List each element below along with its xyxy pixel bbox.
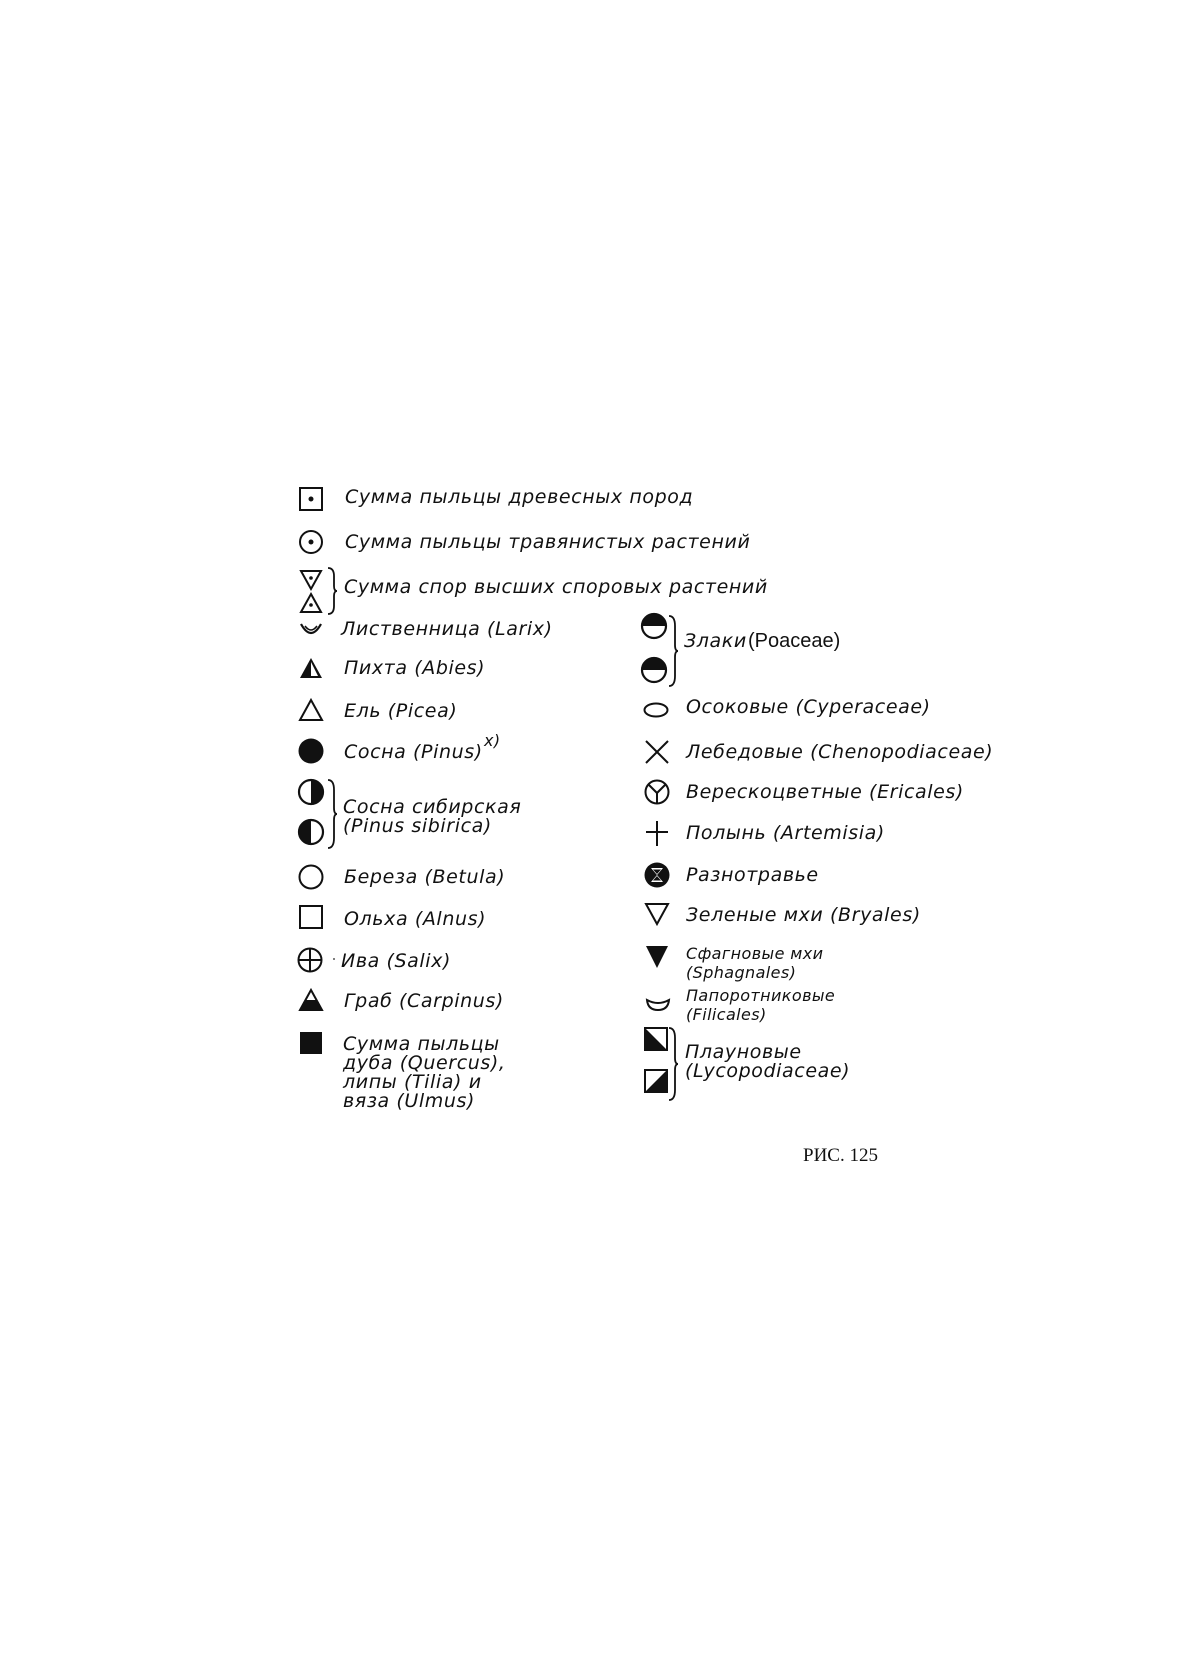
legend-picea: Ель (Picea) (344, 700, 458, 722)
legend-cyperaceae: Осоковые (Cyperaceae) (686, 696, 931, 718)
legend-ericales: Верескоцветные (Ericales) (686, 781, 964, 803)
square-dot-icon (298, 486, 324, 512)
legend-larix: Лиственница (Larix) (341, 618, 553, 640)
legend-poaceae-latin: (Poaceae) (748, 630, 841, 652)
legend-summary-herbs: Сумма пыльцы травянистых растений (345, 531, 751, 553)
legend-chenopodiaceae: Лебедовые (Chenopodiaceae) (686, 741, 994, 763)
circle-cross-icon (296, 946, 324, 974)
legend-pinus: Сосна (Pinus) (344, 741, 483, 763)
legend-alnus: Ольха (Alnus) (344, 908, 487, 930)
legend-salix: Ива (Salix) (341, 950, 452, 972)
legend-lycopodiaceae: Плауновые (Lycopodiaceae) (685, 1041, 851, 1082)
figure-caption: РИС. 125 (803, 1145, 878, 1166)
cup-icon (298, 620, 324, 640)
legend-betula: Береза (Betula) (344, 866, 506, 888)
legend-poaceae: Злаки (684, 630, 747, 652)
triangle-half-icon (298, 988, 324, 1012)
triangle-down-filled-icon (644, 944, 670, 970)
brace-icon (667, 614, 679, 688)
circle-open-icon (297, 863, 325, 891)
legend-sphagnales: Сфагновые мхи (Sphagnales) (686, 944, 824, 982)
legend-filicales: Папоротниковые (Filicales) (686, 986, 836, 1024)
x-mark-icon (643, 738, 671, 766)
crescent-icon (644, 996, 672, 1012)
legend-summary-spores: Сумма спор высших споровых растений (344, 576, 768, 598)
circle-dot-icon (297, 528, 325, 556)
brace-icon (326, 778, 338, 850)
half-circle-pair-icon (297, 778, 325, 848)
square-open-icon (298, 904, 324, 930)
legend-quercus-tilia-ulmus: Сумма пыльцы дуба (Quercus), липы (Tilia) и вяза (Ulmus) (343, 1033, 506, 1112)
legend-carpinus: Граб (Carpinus) (344, 990, 504, 1012)
brace-icon (667, 1026, 679, 1102)
triangle-filled-icon (298, 656, 324, 680)
legend-abies: Пихта (Abies) (344, 657, 486, 679)
legend-pinus-footnote: х) (484, 731, 501, 750)
circle-half-pair-icon (640, 612, 668, 686)
circle-y-icon (643, 778, 671, 806)
square-diagonal-pair-icon (643, 1026, 669, 1096)
plus-icon (643, 818, 671, 848)
ellipse-open-icon (642, 700, 670, 720)
legend-summary-trees: Сумма пыльцы древесных пород (345, 486, 694, 508)
triangle-open-icon (298, 698, 324, 722)
legend-pinus-sibirica: Сосна сибирская (Pinus sibirica) (343, 796, 522, 837)
legend-bryales: Зеленые мхи (Bryales) (686, 904, 921, 926)
triangle-pair-icon (298, 568, 324, 616)
square-filled-icon (298, 1030, 324, 1056)
circle-filled-icon (297, 737, 325, 765)
legend-raznotravye: Разнотравье (686, 864, 819, 886)
triangle-down-open-icon (644, 902, 670, 926)
brace-icon (326, 566, 338, 616)
legend-artemisia: Полынь (Artemisia) (686, 822, 885, 844)
circle-hourglass-icon (643, 861, 671, 889)
speck (333, 958, 335, 960)
